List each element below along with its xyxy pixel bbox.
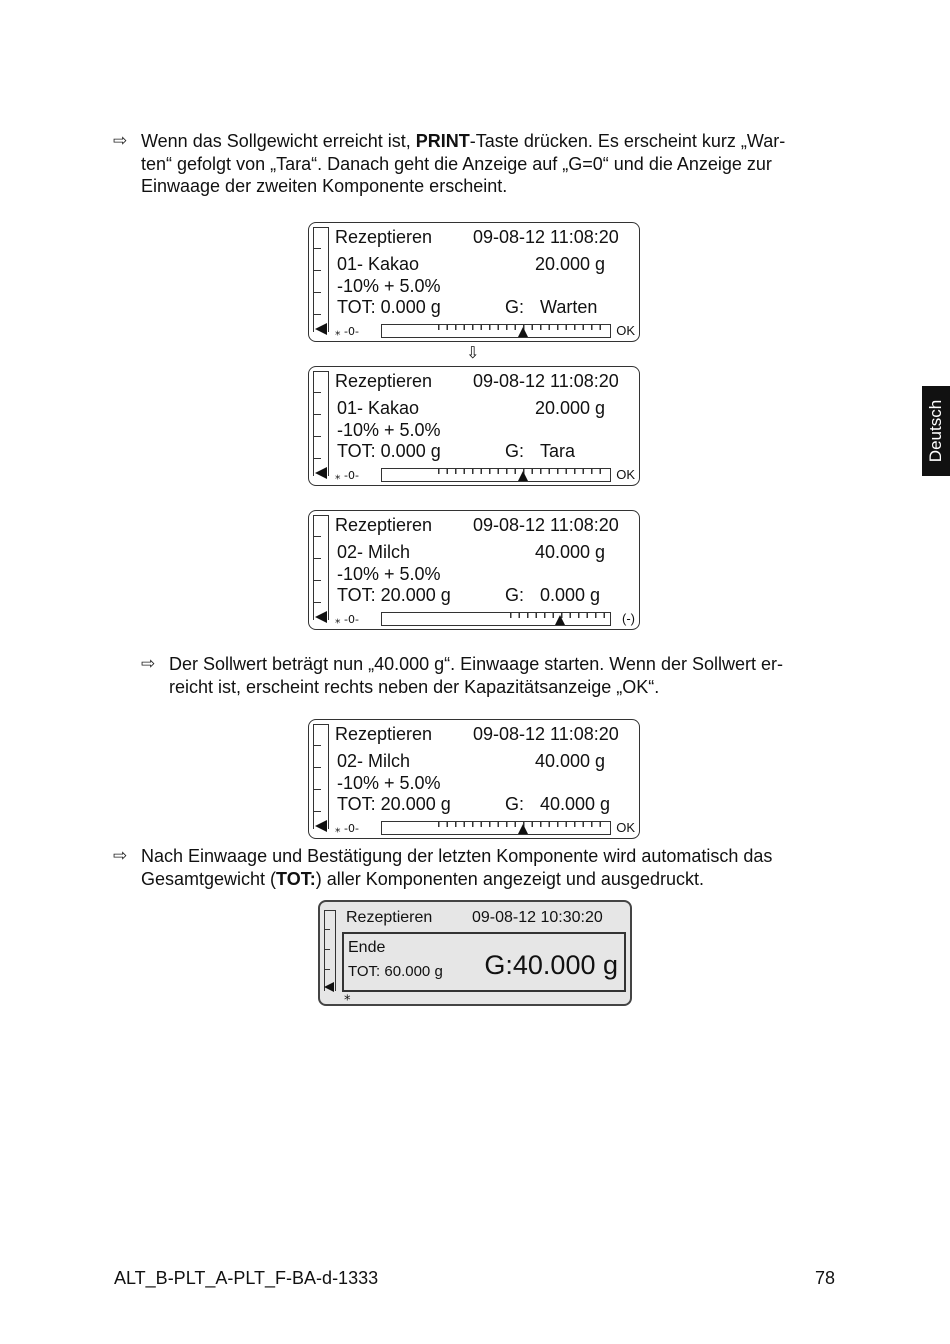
- language-tab-label: Deutsch: [926, 399, 945, 463]
- gross-value: Warten: [540, 297, 598, 317]
- tolerance: -10% + 5.0%: [337, 564, 441, 584]
- display-final-total: [318, 900, 632, 1006]
- step-1-paragraph: ⇨ Wenn das Sollgewicht erreicht ist, PRINT-Taste drücken. Es erscheint kurz „War- ten“ gefolgt von „Tara“. Danach geht die Anzeige auf „G=0“ und die Anzeige zur Einwaage der zweiten Komponente erscheint.: [113, 131, 786, 196]
- triangle-left-icon: [315, 467, 327, 479]
- capacity-pointer-icon: [518, 471, 528, 481]
- display-component-2-start: [308, 510, 640, 630]
- display-title: Rezeptieren: [335, 724, 433, 744]
- display-datetime: 09-08-12 11:08:20: [473, 371, 619, 391]
- display-title: Rezeptieren: [346, 909, 433, 926]
- total-weight: TOT: 20.000 g: [337, 794, 451, 814]
- display-title: Rezeptieren: [335, 371, 433, 391]
- status-indicator: OK: [616, 323, 635, 338]
- capacity-pointer-icon: [518, 327, 528, 337]
- tolerance: -10% + 5.0%: [337, 773, 441, 793]
- level-bar: [313, 515, 329, 620]
- gross-value: 0.000 g: [540, 585, 601, 605]
- gross-label: G:: [505, 441, 525, 461]
- language-tab: [922, 386, 950, 476]
- step-3-paragraph: ⇨ Nach Einwaage und Bestätigung der letzten Komponente wird automatisch das Gesamtgewicht (TOT:) aller Komponenten angezeigt und ausgedruckt.: [113, 846, 773, 889]
- total-weight: TOT: 60.000 g: [348, 963, 443, 980]
- zero-indicator: ⁎ -0-: [335, 613, 359, 626]
- total-weight: TOT: 0.000 g: [337, 441, 441, 461]
- footer-doc-id: ALT_B-PLT_A-PLT_F-BA-d-1333: [114, 1268, 379, 1288]
- component-name: 01- Kakao: [337, 254, 420, 274]
- component-name: 01- Kakao: [337, 398, 420, 418]
- target-weight: 20.000 g: [535, 398, 606, 418]
- status-indicator: (-): [622, 611, 635, 626]
- display-datetime: 09-08-12 11:08:20: [473, 515, 619, 535]
- target-weight: 40.000 g: [535, 542, 606, 562]
- capacity-bar: [381, 821, 611, 835]
- display-datetime: 09-08-12 11:08:20: [473, 724, 619, 744]
- capacity-bar: [381, 468, 611, 482]
- status-text: Ende: [348, 939, 386, 956]
- gross-value: 40.000 g: [540, 794, 611, 814]
- gross-label: G:: [505, 297, 525, 317]
- step-2-paragraph: ⇨ Der Sollwert beträgt nun „40.000 g“. Einwaage starten. Wenn der Sollwert er- reicht ist, erscheint rechts neben der Kapazitätsanzeige „OK“.: [141, 654, 783, 697]
- tolerance: -10% + 5.0%: [337, 276, 441, 296]
- result-box: [342, 932, 626, 992]
- level-bar: [313, 371, 329, 476]
- total-weight: TOT: 20.000 g: [337, 585, 451, 605]
- target-weight: 40.000 g: [535, 751, 606, 771]
- print-key-label: PRINT: [415, 131, 470, 151]
- tot-label: TOT:: [276, 868, 316, 889]
- triangle-left-icon: [315, 323, 327, 335]
- arrow-right-icon: ⇨: [113, 131, 128, 151]
- gross-label: G:: [505, 794, 525, 814]
- gross-weight: G:40.000 g: [484, 950, 618, 980]
- zero-indicator: ⁎ -0-: [335, 469, 359, 482]
- zero-indicator: ⁎ -0-: [335, 325, 359, 338]
- display-tara: [308, 366, 640, 486]
- display-warten: [308, 222, 640, 342]
- footer-page-number: 78: [815, 1268, 836, 1288]
- triangle-left-icon: [315, 820, 327, 832]
- triangle-left-icon: [315, 611, 327, 623]
- tolerance: -10% + 5.0%: [337, 420, 441, 440]
- level-bar: [313, 724, 329, 829]
- capacity-pointer-icon: [518, 824, 528, 834]
- target-weight: 20.000 g: [535, 254, 606, 274]
- stability-icon: ⁎: [344, 989, 351, 1004]
- triangle-left-icon: [324, 982, 334, 992]
- status-indicator: OK: [616, 467, 635, 482]
- gross-value: Tara: [540, 441, 576, 461]
- zero-indicator: ⁎ -0-: [335, 822, 359, 835]
- arrow-right-icon: ⇨: [141, 654, 156, 674]
- capacity-bar: [381, 612, 611, 626]
- status-indicator: OK: [616, 820, 635, 835]
- capacity-bar: [381, 324, 611, 338]
- capacity-pointer-icon: [555, 615, 565, 625]
- arrow-down-icon: ⇩: [466, 343, 480, 362]
- level-bar: [324, 910, 336, 991]
- level-bar: [313, 227, 329, 332]
- display-title: Rezeptieren: [335, 227, 433, 247]
- display-title: Rezeptieren: [335, 515, 433, 535]
- component-name: 02- Milch: [337, 542, 411, 562]
- display-component-2-ok: [308, 719, 640, 839]
- total-weight: TOT: 0.000 g: [337, 297, 441, 317]
- component-name: 02- Milch: [337, 751, 411, 771]
- gross-label: G:: [505, 585, 525, 605]
- display-datetime: 09-08-12 11:08:20: [473, 227, 619, 247]
- arrow-right-icon: ⇨: [113, 846, 128, 866]
- display-datetime: 09-08-12 10:30:20: [472, 909, 603, 926]
